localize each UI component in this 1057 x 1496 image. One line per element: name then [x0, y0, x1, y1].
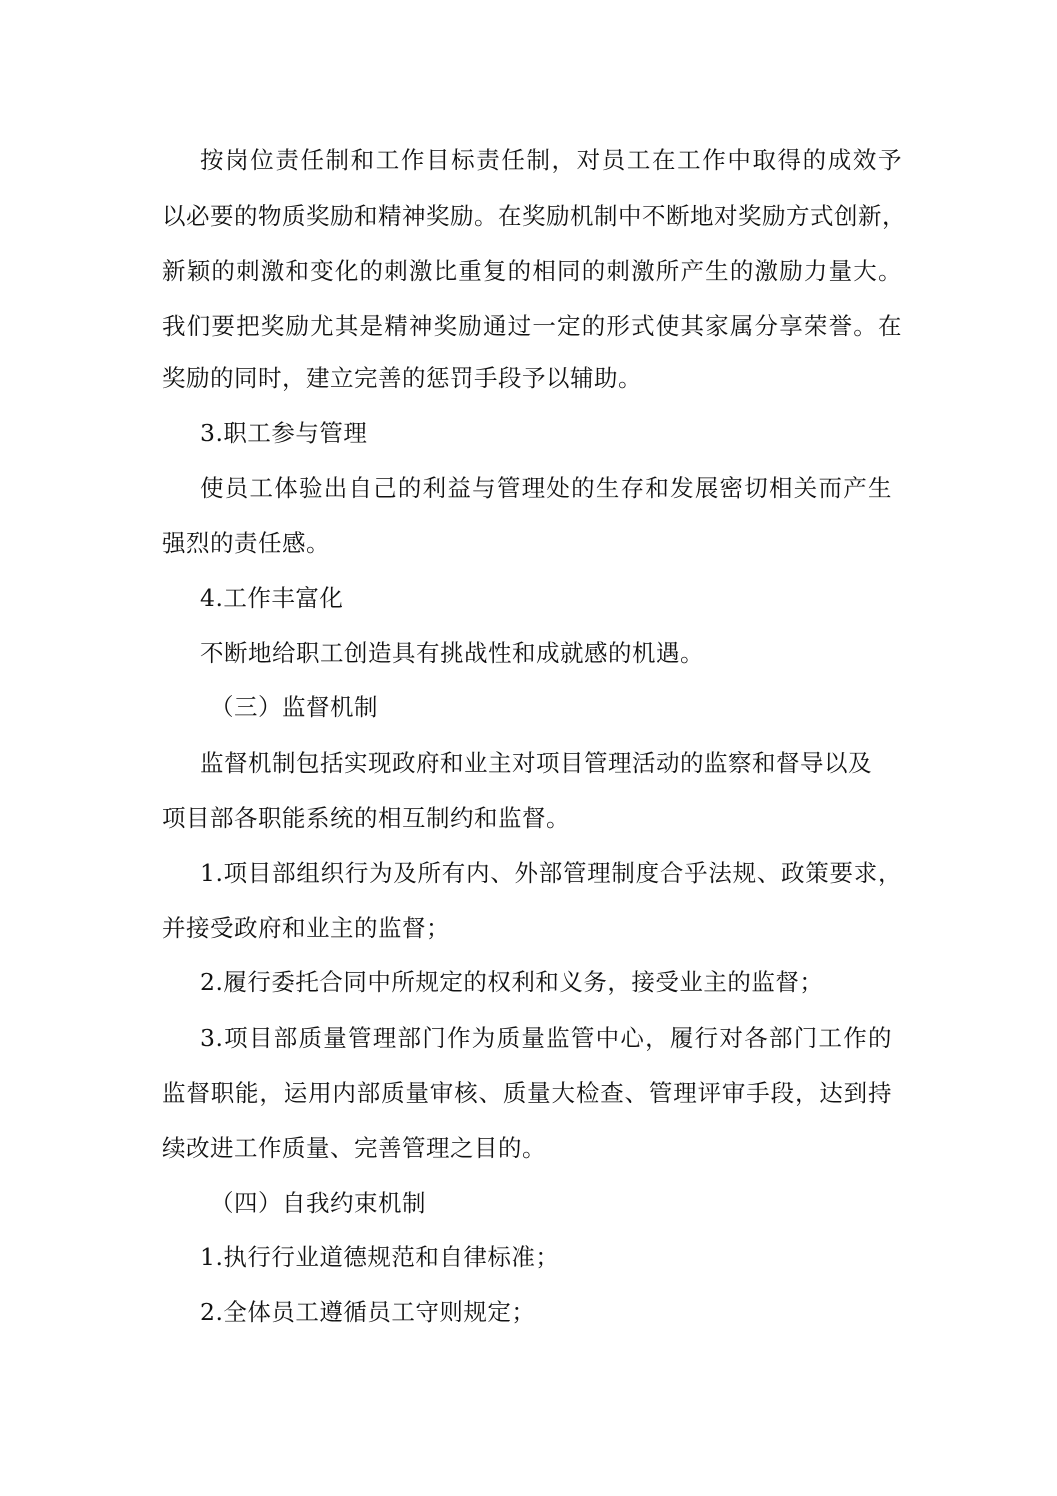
paragraph-line: 强烈的责任感。 — [162, 529, 330, 557]
list-item: 3.项目部质量管理部门作为质量监管中心，履行对各部门工作的 — [200, 1024, 892, 1052]
paragraph-line: 不断地给职工创造具有挑战性和成就感的机遇。 — [200, 639, 704, 667]
paragraph-line: 奖励的同时，建立完善的惩罚手段予以辅助。 — [162, 364, 642, 392]
list-item: 2.履行委托合同中所规定的权利和义务，接受业主的监督； — [200, 968, 824, 996]
list-item: 续改进工作质量、完善管理之目的。 — [162, 1134, 546, 1162]
paragraph-line: 项目部各职能系统的相互制约和监督。 — [162, 804, 570, 832]
paragraph-line: 以必要的物质奖励和精神奖励。在奖励机制中不断地对奖励方式创新， — [162, 202, 906, 230]
section-heading: （四）自我约束机制 — [210, 1189, 426, 1217]
list-item: 并接受政府和业主的监督； — [162, 914, 450, 942]
paragraph-line: 新颖的刺激和变化的刺激比重复的相同的刺激所产生的激励力量大。 — [162, 257, 902, 285]
list-item: 1.项目部组织行为及所有内、外部管理制度合乎法规、政策要求， — [200, 859, 902, 887]
list-item: 2.全体员工遵循员工守则规定； — [200, 1298, 536, 1326]
section-heading: （三）监督机制 — [210, 693, 378, 721]
list-item: 1.执行行业道德规范和自律标准； — [200, 1243, 560, 1271]
paragraph-line: 监督机制包括实现政府和业主对项目管理活动的监察和督导以及 — [200, 749, 872, 777]
paragraph-line: 我们要把奖励尤其是精神奖励通过一定的形式使其家属分享荣誉。在 — [162, 312, 902, 340]
paragraph-line: 按岗位责任制和工作目标责任制，对员工在工作中取得的成效予 — [200, 146, 902, 174]
paragraph-line: 使员工体验出自己的利益与管理处的生存和发展密切相关而产生 — [200, 474, 892, 502]
list-item: 监督职能，运用内部质量审核、质量大检查、管理评审手段，达到持 — [162, 1079, 892, 1107]
section-heading: 4.工作丰富化 — [200, 584, 344, 612]
section-heading: 3.职工参与管理 — [200, 419, 368, 447]
